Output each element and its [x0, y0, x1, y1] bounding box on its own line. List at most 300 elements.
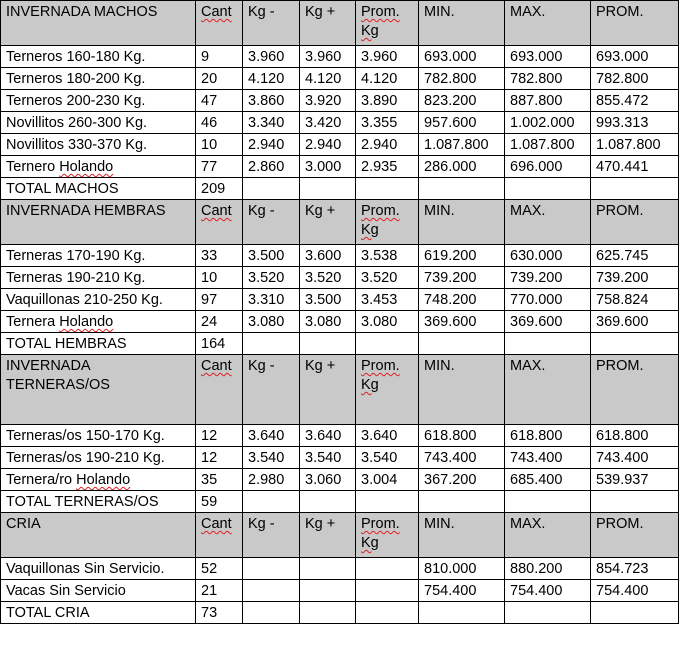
value-text: 2.940	[305, 137, 342, 153]
value-text: 854.723	[596, 561, 649, 577]
column-header	[300, 200, 356, 245]
value-cell	[196, 580, 243, 602]
value-text: 782.800	[596, 71, 649, 87]
column-header-text: Kg -	[248, 358, 275, 374]
empty-cell	[243, 333, 300, 355]
column-header-text: PROM.	[596, 516, 644, 532]
value-cell	[419, 469, 505, 491]
value-text: 3.310	[248, 292, 285, 308]
value-cell	[591, 425, 679, 447]
value-cell	[196, 469, 243, 491]
column-header-text: Cant	[201, 4, 232, 20]
value-cell	[591, 112, 679, 134]
value-text: 748.200	[424, 292, 477, 308]
column-header-text: MAX.	[510, 516, 546, 532]
value-cell	[591, 289, 679, 311]
total-value	[196, 178, 243, 200]
value-text: 625.745	[596, 248, 649, 264]
section-header-row	[1, 513, 679, 558]
value-text: 743.400	[510, 450, 563, 466]
category-text: Ternera/ro	[6, 472, 77, 488]
empty-cell	[419, 178, 505, 200]
value-cell	[591, 267, 679, 289]
value-cell	[419, 68, 505, 90]
column-header-text: Cant	[201, 358, 232, 374]
value-text: 3.890	[361, 93, 398, 109]
category-text: Novillitos 260-300 Kg.	[6, 115, 148, 131]
value-cell	[243, 311, 300, 333]
value-cell	[356, 469, 419, 491]
section-title	[1, 200, 196, 245]
column-header-text: Kg +	[305, 203, 336, 219]
category-text: Terneras/os 150-170 Kg.	[6, 428, 165, 444]
total-label-text: TOTAL CRIA	[6, 605, 90, 621]
category-text: Vacas Sin Servicio	[6, 583, 126, 599]
value-text: 3.860	[248, 93, 285, 109]
column-header	[243, 513, 300, 558]
category-cell	[1, 267, 196, 289]
total-value	[196, 333, 243, 355]
column-header-text: MAX.	[510, 4, 546, 20]
value-text: 3.080	[248, 314, 285, 330]
value-text: 696.000	[510, 159, 563, 175]
category-text-flagged: Holando	[59, 159, 114, 175]
column-header	[243, 355, 300, 425]
table-row	[1, 156, 679, 178]
category-cell	[1, 90, 196, 112]
value-cell	[419, 134, 505, 156]
empty-cell	[243, 602, 300, 624]
value-text: 3.500	[248, 248, 285, 264]
value-text: 3.960	[305, 49, 342, 65]
category-cell	[1, 112, 196, 134]
category-cell	[1, 46, 196, 68]
column-header-text: Prom. Kg	[361, 4, 400, 39]
value-text: 3.060	[305, 472, 342, 488]
column-header-text: MIN.	[424, 516, 455, 532]
value-text: 369.600	[424, 314, 477, 330]
value-cell	[505, 68, 591, 90]
value-cell	[356, 245, 419, 267]
value-cell	[356, 134, 419, 156]
value-cell	[356, 156, 419, 178]
value-cell	[505, 469, 591, 491]
value-text: 630.000	[510, 248, 563, 264]
value-text: 4.120	[305, 71, 342, 87]
value-cell	[196, 90, 243, 112]
value-cell	[243, 558, 300, 580]
column-header-text: PROM.	[596, 4, 644, 20]
category-text: Terneras 170-190 Kg.	[6, 248, 146, 264]
table-row	[1, 580, 679, 602]
value-text: 12	[201, 450, 218, 466]
category-text: Vaquillonas 210-250 Kg.	[6, 292, 163, 308]
value-cell	[419, 580, 505, 602]
value-text: 4.120	[361, 71, 398, 87]
column-header-text: Kg +	[305, 4, 336, 20]
table-row	[1, 134, 679, 156]
total-label-text: TOTAL MACHOS	[6, 181, 119, 197]
value-text: 782.800	[510, 71, 563, 87]
value-text: 1.002.000	[510, 115, 575, 131]
value-cell	[356, 267, 419, 289]
value-text: 3.920	[305, 93, 342, 109]
value-cell	[196, 112, 243, 134]
value-cell	[591, 558, 679, 580]
value-text: 47	[201, 93, 218, 109]
value-cell	[356, 90, 419, 112]
value-cell	[505, 245, 591, 267]
value-cell	[505, 447, 591, 469]
value-text: 77	[201, 159, 218, 175]
value-cell	[591, 311, 679, 333]
value-cell	[356, 112, 419, 134]
value-text: 2.860	[248, 159, 285, 175]
empty-cell	[300, 602, 356, 624]
value-cell	[196, 68, 243, 90]
value-cell	[419, 156, 505, 178]
total-label	[1, 333, 196, 355]
value-text: 758.824	[596, 292, 649, 308]
column-header	[300, 1, 356, 46]
empty-cell	[591, 333, 679, 355]
category-cell	[1, 156, 196, 178]
value-text: 2.940	[248, 137, 285, 153]
category-cell	[1, 425, 196, 447]
empty-cell	[419, 491, 505, 513]
value-cell	[300, 289, 356, 311]
column-header	[243, 1, 300, 46]
value-text: 3.540	[361, 450, 398, 466]
value-text: 782.800	[424, 71, 477, 87]
category-cell	[1, 558, 196, 580]
value-cell	[300, 156, 356, 178]
total-label-text: TOTAL TERNERAS/OS	[6, 494, 159, 510]
category-cell	[1, 289, 196, 311]
empty-cell	[300, 333, 356, 355]
value-text: 887.800	[510, 93, 563, 109]
total-row	[1, 602, 679, 624]
total-row	[1, 491, 679, 513]
column-header	[419, 1, 505, 46]
value-cell	[356, 558, 419, 580]
column-header-text: MAX.	[510, 358, 546, 374]
category-cell	[1, 580, 196, 602]
value-text: 9	[201, 49, 210, 65]
value-cell	[196, 267, 243, 289]
value-text: 957.600	[424, 115, 477, 131]
column-header	[419, 355, 505, 425]
value-cell	[591, 580, 679, 602]
empty-cell	[505, 178, 591, 200]
value-cell	[300, 46, 356, 68]
table-row	[1, 469, 679, 491]
total-row	[1, 178, 679, 200]
section-header-row	[1, 200, 679, 245]
value-text: 3.538	[361, 248, 398, 264]
value-cell	[300, 68, 356, 90]
value-cell	[300, 469, 356, 491]
value-text: 810.000	[424, 561, 477, 577]
value-cell	[419, 558, 505, 580]
empty-cell	[419, 333, 505, 355]
value-text: 3.640	[305, 428, 342, 444]
column-header-text: MAX.	[510, 203, 546, 219]
value-cell	[356, 311, 419, 333]
value-text: 3.355	[361, 115, 398, 131]
value-cell	[300, 447, 356, 469]
value-cell	[419, 46, 505, 68]
category-text: Terneros 160-180 Kg.	[6, 49, 146, 65]
value-cell	[505, 558, 591, 580]
category-text-flagged: Holando	[76, 472, 131, 488]
table-row	[1, 447, 679, 469]
value-text: 2.980	[248, 472, 285, 488]
value-cell	[243, 112, 300, 134]
value-text: 993.313	[596, 115, 649, 131]
value-text: 3.640	[361, 428, 398, 444]
value-cell	[505, 289, 591, 311]
value-text: 369.600	[510, 314, 563, 330]
value-cell	[505, 311, 591, 333]
value-cell	[591, 134, 679, 156]
section-title	[1, 513, 196, 558]
total-label	[1, 491, 196, 513]
value-cell	[419, 245, 505, 267]
table-row	[1, 425, 679, 447]
value-cell	[419, 289, 505, 311]
value-text: 21	[201, 583, 218, 599]
empty-cell	[419, 602, 505, 624]
empty-cell	[505, 333, 591, 355]
value-cell	[243, 68, 300, 90]
section-title-text: CRIA	[6, 516, 41, 532]
value-text: 1.087.800	[596, 137, 661, 153]
value-text: 3.540	[248, 450, 285, 466]
value-cell	[243, 447, 300, 469]
column-header	[196, 1, 243, 46]
value-text: 619.200	[424, 248, 477, 264]
category-cell	[1, 134, 196, 156]
value-cell	[300, 90, 356, 112]
total-value-text: 209	[201, 181, 226, 197]
value-cell	[591, 90, 679, 112]
value-cell	[356, 580, 419, 602]
value-cell	[243, 90, 300, 112]
category-cell	[1, 245, 196, 267]
value-text: 97	[201, 292, 218, 308]
column-header	[505, 1, 591, 46]
column-header	[196, 355, 243, 425]
value-text: 1.087.800	[510, 137, 575, 153]
category-cell	[1, 447, 196, 469]
value-text: 46	[201, 115, 218, 131]
value-text: 470.441	[596, 159, 649, 175]
column-header	[419, 200, 505, 245]
category-text: Ternero	[6, 159, 60, 175]
column-header-text: Cant	[201, 203, 232, 219]
value-cell	[196, 156, 243, 178]
table-row	[1, 245, 679, 267]
column-header	[419, 513, 505, 558]
value-text: 855.472	[596, 93, 649, 109]
value-cell	[243, 156, 300, 178]
table-row	[1, 90, 679, 112]
value-text: 2.940	[361, 137, 398, 153]
column-header-text: Kg +	[305, 516, 336, 532]
column-header-text: Kg -	[248, 516, 275, 532]
value-cell	[300, 558, 356, 580]
value-cell	[591, 156, 679, 178]
value-text: 823.200	[424, 93, 477, 109]
value-text: 33	[201, 248, 218, 264]
category-cell	[1, 469, 196, 491]
empty-cell	[243, 491, 300, 513]
value-text: 3.453	[361, 292, 398, 308]
value-text: 3.080	[361, 314, 398, 330]
column-header	[356, 513, 419, 558]
category-text: Terneros 180-200 Kg.	[6, 71, 146, 87]
table-row	[1, 289, 679, 311]
table-row	[1, 311, 679, 333]
column-header	[591, 1, 679, 46]
category-text: Terneros 200-230 Kg.	[6, 93, 146, 109]
value-cell	[243, 425, 300, 447]
value-text: 3.520	[305, 270, 342, 286]
value-text: 3.540	[305, 450, 342, 466]
value-cell	[243, 580, 300, 602]
empty-cell	[591, 602, 679, 624]
value-cell	[196, 289, 243, 311]
value-cell	[591, 245, 679, 267]
section-title-text: INVERNADA TERNERAS/OS	[6, 358, 110, 393]
total-value-text: 73	[201, 605, 218, 621]
value-cell	[300, 245, 356, 267]
value-cell	[243, 267, 300, 289]
column-header-text: Kg +	[305, 358, 336, 374]
value-text: 618.800	[596, 428, 649, 444]
value-text: 367.200	[424, 472, 477, 488]
value-cell	[505, 267, 591, 289]
value-cell	[196, 134, 243, 156]
empty-cell	[300, 178, 356, 200]
value-text: 3.080	[305, 314, 342, 330]
category-cell	[1, 311, 196, 333]
column-header	[300, 355, 356, 425]
value-cell	[356, 289, 419, 311]
value-text: 539.937	[596, 472, 649, 488]
value-cell	[505, 156, 591, 178]
value-text: 743.400	[424, 450, 477, 466]
column-header-text: Cant	[201, 516, 232, 532]
table-row	[1, 46, 679, 68]
value-text: 743.400	[596, 450, 649, 466]
value-text: 739.200	[424, 270, 477, 286]
value-cell	[243, 469, 300, 491]
value-text: 693.000	[424, 49, 477, 65]
column-header-text: Prom. Kg	[361, 516, 400, 551]
value-text: 3.960	[361, 49, 398, 65]
value-text: 880.200	[510, 561, 563, 577]
column-header	[505, 200, 591, 245]
empty-cell	[356, 178, 419, 200]
value-cell	[591, 68, 679, 90]
value-text: 3.420	[305, 115, 342, 131]
value-cell	[505, 134, 591, 156]
value-cell	[505, 46, 591, 68]
value-text: 2.935	[361, 159, 398, 175]
category-text: Novillitos 330-370 Kg.	[6, 137, 148, 153]
value-text: 1.087.800	[424, 137, 489, 153]
table-body	[1, 1, 679, 624]
column-header	[591, 513, 679, 558]
value-cell	[243, 134, 300, 156]
column-header-text: Prom. Kg	[361, 358, 400, 393]
value-text: 4.120	[248, 71, 285, 87]
empty-cell	[356, 491, 419, 513]
value-cell	[419, 112, 505, 134]
value-cell	[356, 447, 419, 469]
table-row	[1, 112, 679, 134]
section-title-text: INVERNADA MACHOS	[6, 4, 158, 20]
column-header	[505, 355, 591, 425]
total-label	[1, 178, 196, 200]
value-cell	[356, 68, 419, 90]
value-text: 20	[201, 71, 218, 87]
value-cell	[300, 311, 356, 333]
section-header-row	[1, 1, 679, 46]
value-cell	[243, 289, 300, 311]
value-text: 754.400	[424, 583, 477, 599]
category-text: Terneras 190-210 Kg.	[6, 270, 146, 286]
value-text: 3.600	[305, 248, 342, 264]
value-text: 693.000	[596, 49, 649, 65]
column-header-text: MIN.	[424, 203, 455, 219]
empty-cell	[591, 491, 679, 513]
section-title-text: INVERNADA HEMBRAS	[6, 203, 166, 219]
value-cell	[419, 90, 505, 112]
value-cell	[300, 425, 356, 447]
value-text: 286.000	[424, 159, 477, 175]
column-header	[356, 355, 419, 425]
section-title	[1, 355, 196, 425]
value-text: 12	[201, 428, 218, 444]
column-header	[196, 513, 243, 558]
section-title	[1, 1, 196, 46]
value-cell	[300, 134, 356, 156]
value-text: 10	[201, 270, 218, 286]
value-text: 739.200	[596, 270, 649, 286]
empty-cell	[505, 602, 591, 624]
column-header	[300, 513, 356, 558]
column-header-text: Prom. Kg	[361, 203, 400, 238]
section-header-row	[1, 355, 679, 425]
column-header-text: PROM.	[596, 358, 644, 374]
table-row	[1, 558, 679, 580]
value-text: 3.960	[248, 49, 285, 65]
total-value-text: 164	[201, 336, 226, 352]
value-text: 35	[201, 472, 218, 488]
value-text: 754.400	[510, 583, 563, 599]
total-value	[196, 602, 243, 624]
value-cell	[300, 112, 356, 134]
value-text: 3.500	[305, 292, 342, 308]
value-text: 685.400	[510, 472, 563, 488]
value-cell	[243, 245, 300, 267]
column-header	[591, 200, 679, 245]
empty-cell	[356, 602, 419, 624]
column-header-text: Kg -	[248, 4, 275, 20]
